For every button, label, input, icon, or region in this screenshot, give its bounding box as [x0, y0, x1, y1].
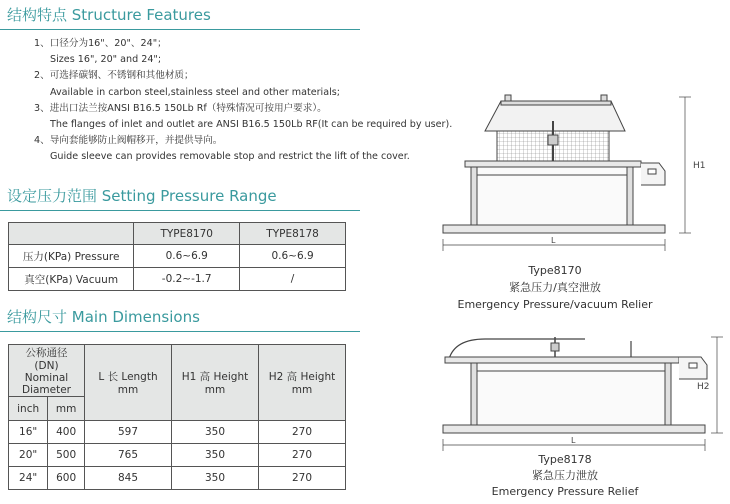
cell-mm: 600: [48, 467, 85, 490]
cell-mm: 400: [48, 421, 85, 444]
pressure-header-type8178: TYPE8178: [240, 223, 346, 245]
table-row: [9, 268, 346, 291]
feature-3-zh: 3、进出口法兰按ANSI B16.5 150Lb Rf（特殊情况可按用户要求）。: [34, 102, 327, 114]
table-row: [9, 444, 346, 467]
header-h2: H2 高 Height mm: [259, 345, 346, 421]
cell-length: 597: [85, 421, 172, 444]
table-row: [9, 467, 346, 490]
type8170-name-en: Emergency Pressure/vacuum Relier: [457, 298, 653, 311]
feature-4-zh: 4、导向套能够防止阀帽移开，并提供导向。: [34, 135, 223, 147]
cell-h2: 270: [259, 467, 346, 490]
structure-features-list: [34, 36, 452, 166]
type8178-caption: [455, 452, 675, 500]
dimension-l-label: L: [551, 236, 556, 245]
type8178-drawing: [435, 335, 725, 455]
cell-mm: 500: [48, 444, 85, 467]
dimensions-title-rule: [0, 331, 360, 332]
feature-4-en: Guide sleeve can provides removable stop and restrict the lift of the cover.: [50, 151, 410, 163]
type8170-drawing: [435, 93, 725, 258]
cell-length: 845: [85, 467, 172, 490]
dimensions-title: 结构尺寸 Main Dimensions: [7, 308, 200, 326]
header-h1: H1 高 Height mm: [172, 345, 259, 421]
pressure-header-type8170: TYPE8170: [134, 223, 240, 245]
type8178-name-zh: 紧急压力泄放: [532, 469, 598, 482]
dimension-l-label: L: [571, 436, 576, 445]
cell-inch: 24": [9, 467, 48, 490]
type8170-label: Type8170: [528, 264, 582, 277]
cell-inch: 16": [9, 421, 48, 444]
cell-h1: 350: [172, 444, 259, 467]
cell-h1: 350: [172, 467, 259, 490]
pressure-title-rule: [0, 210, 360, 211]
pressure-cell: 0.6~6.9: [240, 245, 346, 268]
table-row: [9, 245, 346, 268]
header-inch: inch: [9, 397, 48, 421]
pressure-table: [8, 222, 346, 291]
feature-2-zh: 2、可选择碳钢、不锈钢和其他材质；: [34, 70, 194, 82]
cell-h2: 270: [259, 421, 346, 444]
feature-3-en: The flanges of inlet and outlet are ANSI B16.5 150Lb RF(It can be required by user).: [50, 119, 453, 131]
cell-h1: 350: [172, 421, 259, 444]
dimensions-table: [8, 344, 346, 490]
header-length: L 长 Length mm: [85, 345, 172, 421]
type8178-name-en: Emergency Pressure Relief: [491, 485, 639, 498]
cell-h2: 270: [259, 444, 346, 467]
feature-1-zh: 1、口径分为16"、20"、24"；: [34, 38, 167, 49]
cell-inch: 20": [9, 444, 48, 467]
structure-title-rule: [0, 29, 360, 30]
table-row: [9, 421, 346, 444]
pressure-title: 设定压力范围 Setting Pressure Range: [7, 187, 277, 205]
feature-2-en: Available in carbon steel,stainless steel and other materials;: [50, 86, 340, 98]
type8170-caption: [445, 262, 665, 313]
header-mm: mm: [48, 397, 85, 421]
cell-length: 765: [85, 444, 172, 467]
type8170-name-zh: 紧急压力/真空泄放: [509, 281, 601, 294]
feature-1-en: Sizes 16", 20" and 24";: [50, 54, 162, 66]
vacuum-cell: -0.2~-1.7: [134, 268, 240, 291]
vacuum-cell: /: [240, 268, 346, 291]
header-nominal-diameter: 公称通径(DN) Nominal Diameter: [9, 345, 85, 397]
pressure-header-blank: [9, 223, 134, 245]
dimension-h1-label: H1: [693, 161, 706, 171]
pressure-row-label: 压力(KPa) Pressure: [9, 245, 134, 268]
structure-title: 结构特点 Structure Features: [7, 6, 211, 24]
pressure-cell: 0.6~6.9: [134, 245, 240, 268]
type8178-label: Type8178: [538, 453, 592, 466]
dimension-h2-label: H2: [697, 382, 710, 392]
vacuum-row-label: 真空(KPa) Vacuum: [9, 268, 134, 291]
